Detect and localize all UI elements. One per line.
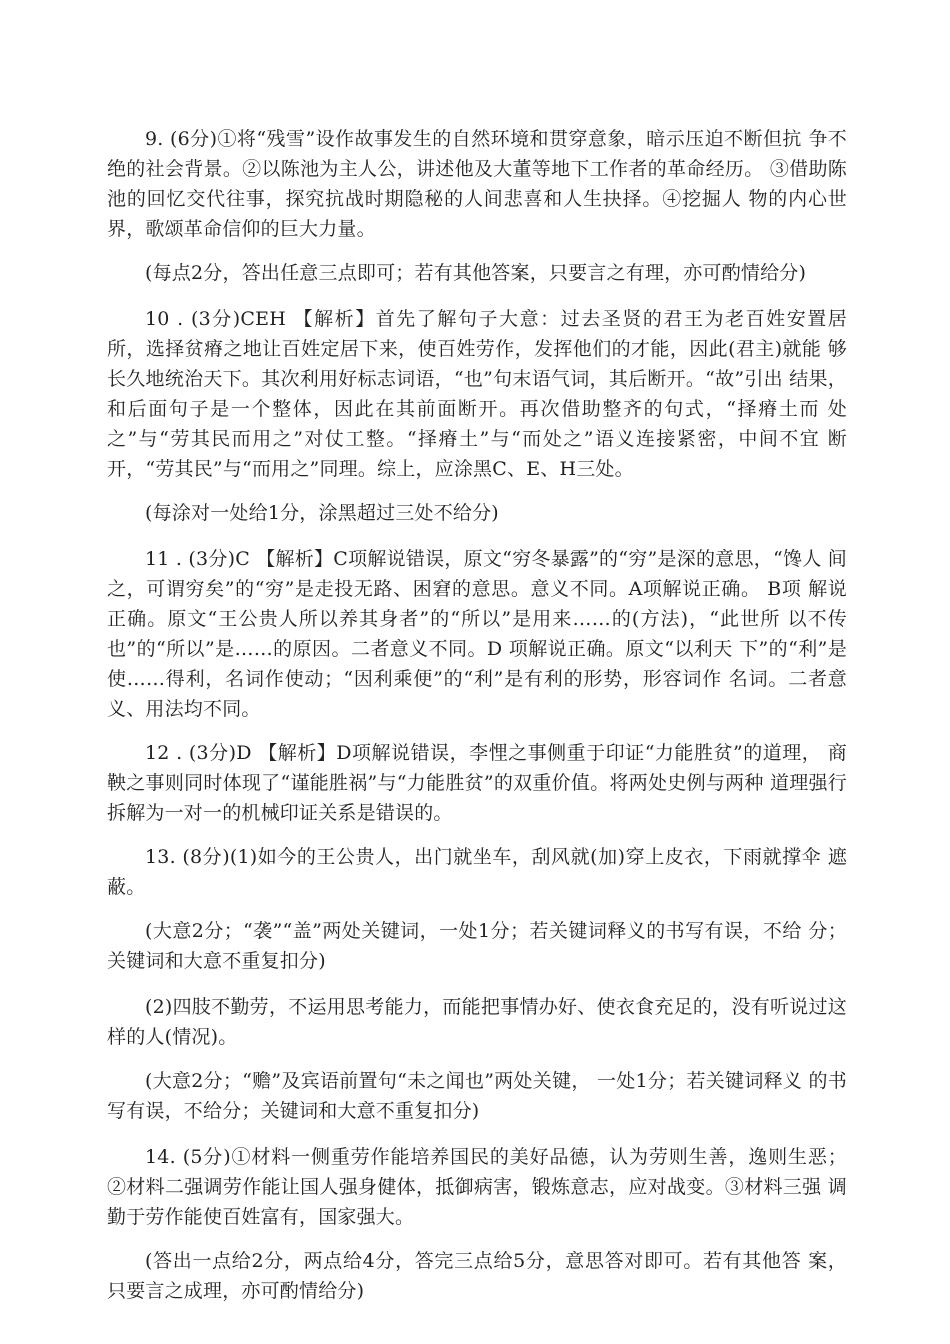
scoring-note-q10: (每涂对一处给1分，涂黑超过三处不给分) bbox=[145, 502, 499, 524]
scoring-note-q13-part2: (大意2分；“赡”及宾语前置句“未之闻也”两处关键， 一处1分；若关键词释义 的书写有误，不给分；关键词和大意不重复扣分) bbox=[107, 1070, 847, 1122]
scoring-note-q14: (答出一点给2分，两点给4分，答完三点给5分，意思答对即可。若有其他答 案，只要言之成理，亦可酌情给分) bbox=[107, 1250, 847, 1302]
answer-key-page bbox=[107, 124, 847, 1322]
answer-q12: 12 . (3分)D 【解析】D项解说错误，李悝之事侧重于印证“力能胜贫”的道理， 商鞅之事则同时体现了“谨能胜祸”与“力能胜贫”的双重价值。将两处史例与两种 道理强行拆解为一对一的机械印证关系是错误的。 bbox=[107, 742, 847, 824]
answer-q11: 11 . (3分)C 【解析】C项解说错误，原文“穷冬暴露”的“穷”是深的意思，“馋人 间之，可谓穷矣”的“穷”是走投无路、困窘的意思。意义不同。A项解说正确。 B项 解说正确。原文“王公贵人所以养其身者”的“所以”是用来……的(方法)，“此世所 以不传也”的“所以”是……的原因。二者意义不同。D 项解说正确。原文“以利天 下”的“利”是使……得利，名词作使动；“因利乘便”的“利”是有利的形势，形容词作 名词。二者意义、用法均不同。 bbox=[107, 548, 847, 720]
scoring-note-q13-part1: (大意2分；“袭”“盖”两处关键词，一处1分；若关键词释义的书写有误，不给 分；关键词和大意不重复扣分) bbox=[107, 920, 847, 972]
answer-q13-part2: (2)四肢不勤劳，不运用思考能力，而能把事情办好、使衣食充足的，没有听说过这样的人(情况)。 bbox=[107, 996, 847, 1048]
answer-q13-part1: 13. (8分)(1)如今的王公贵人，出门就坐车，刮风就(加)穿上皮衣，下雨就撑伞 遮蔽。 bbox=[107, 846, 847, 898]
answer-q9: 9. (6分)①将“残雪”设作故事发生的自然环境和贯穿意象，暗示压迫不断但抗 争不绝的社会背景。②以陈池为主人公，讲述他及大董等地下工作者的革命经历。 ③借助陈池的回忆交代往事，探究抗战时期隐秘的人间悲喜和人生抉择。④挖掘人 物的内心世界，歌颂革命信仰的巨大力量。 bbox=[107, 128, 847, 240]
scoring-note-q9: (每点2分，答出任意三点即可；若有其他答案，只要言之有理，亦可酌情给分) bbox=[145, 262, 807, 284]
answer-q14: 14. (5分)①材料一侧重劳作能培养国民的美好品德，认为劳则生善，逸则生恶； ②材料二强调劳作能让国人强身健体，抵御病害，锻炼意志，应对战变。③材料三强 调勤于劳作能使百姓富有，国家强大。 bbox=[107, 1146, 847, 1228]
answer-q10: 10 . (3分)CEH 【解析】首先了解句子大意：过去圣贤的君王为老百姓安置居 所，选择贫瘠之地让百姓定居下来，使百姓劳作，发挥他们的才能，因此(君主)就能 够长久地统治天下。其次利用好标志词语，“也”句末语气词，其后断开。“故”引出 结果，和后面句子是一个整体，因此在其前面断开。再次借助整齐的句式，“择瘠土而 处之”与“劳其民而用之”对仗工整。“择瘠土”与“而处之”语义连接紧密，中间不宜 断开，“劳其民”与“而用之”同理。综上，应涂黑C、E、H三处。 bbox=[107, 308, 847, 480]
